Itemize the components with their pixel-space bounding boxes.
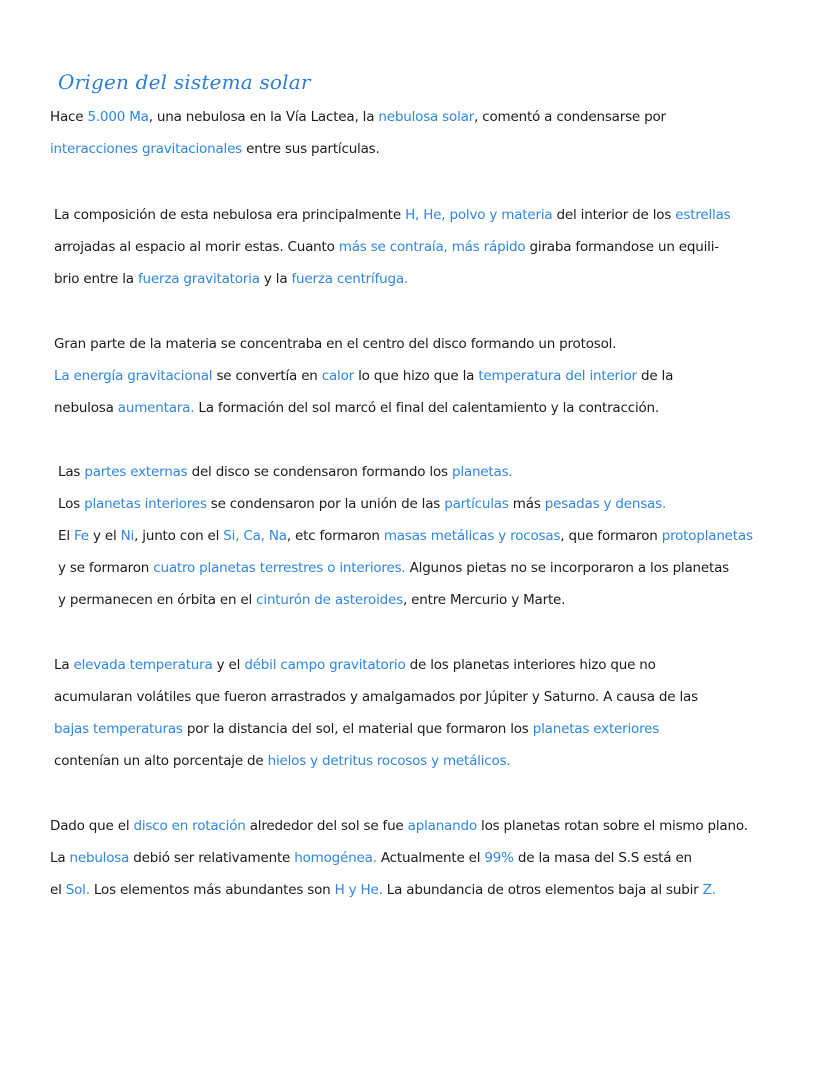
text-line [58, 590, 565, 610]
highlighted-term: H y He. [334, 882, 383, 898]
text-segment: y se formaron [58, 560, 154, 576]
text-line [54, 719, 659, 739]
text-line [54, 366, 673, 386]
text-segment: La [50, 850, 70, 866]
text-segment: Las [58, 464, 85, 480]
text-line [54, 751, 511, 771]
text-line [54, 205, 731, 225]
highlighted-term: nebulosa solar [378, 109, 475, 125]
text-segment: Actualmente el [376, 850, 485, 866]
text-line [50, 848, 692, 868]
highlighted-term: 99% [484, 850, 514, 866]
text-line [58, 558, 729, 578]
highlighted-term: cinturón de asteroides [256, 592, 403, 608]
text-segment: arrojadas al espacio al morir estas. Cuanto [54, 239, 339, 255]
text-segment: y el [212, 657, 245, 673]
highlighted-term: fuerza gravitatoria [137, 271, 260, 287]
text-line [50, 880, 716, 900]
highlighted-term: partículas [444, 496, 509, 512]
page-title: Origen del sistema solar [58, 70, 311, 94]
text-segment: debió ser relativamente [129, 850, 295, 866]
highlighted-term: planetas. [451, 464, 513, 480]
text-segment: de la [636, 368, 674, 384]
text-segment: se condensaron por la unión de las [206, 496, 445, 512]
highlighted-term: planetas exteriores [532, 721, 660, 737]
text-segment: , comentó a condensarse por [474, 109, 666, 125]
highlighted-term: Z. [702, 882, 716, 898]
text-segment: y la [259, 271, 292, 287]
highlighted-term: protoplanetas [661, 528, 753, 544]
text-segment: , que formaron [560, 528, 662, 544]
text-line [58, 494, 666, 514]
highlighted-term: aumentara. [117, 400, 195, 416]
highlighted-term: La energía gravitacional [54, 368, 213, 384]
highlighted-term: fuerza centrífuga. [291, 271, 409, 287]
highlighted-term: Sol. [65, 882, 90, 898]
text-segment: los planetas rotan sobre el mismo plano. [476, 818, 748, 834]
text-segment: el [50, 882, 66, 898]
highlighted-term: 5.000 Ma [87, 109, 149, 125]
text-segment: de la masa del S.S está en [513, 850, 692, 866]
text-segment: contenían un alto porcentaje de [54, 753, 268, 769]
text-segment: lo que hizo que la [354, 368, 479, 384]
highlighted-term: más se contraía, más rápido [338, 239, 526, 255]
text-segment: , junto con el [134, 528, 224, 544]
highlighted-term: nebulosa [69, 850, 130, 866]
highlighted-term: Fe [73, 528, 89, 544]
text-line [58, 526, 753, 546]
highlighted-term: débil campo gravitatorio [244, 657, 406, 673]
text-line [54, 269, 408, 289]
text-segment: y el [88, 528, 121, 544]
text-line [50, 107, 666, 127]
text-line [54, 237, 719, 257]
text-line [54, 398, 659, 418]
highlighted-term: bajas temperaturas [54, 721, 183, 737]
text-segment: alrededor del sol se fue [245, 818, 408, 834]
highlighted-term: partes externas [84, 464, 188, 480]
text-segment: La abundancia de otros elementos baja al subir [382, 882, 703, 898]
text-segment: se convertía en [212, 368, 322, 384]
highlighted-term: hielos y detritus rocosos y metálicos. [267, 753, 511, 769]
highlighted-term: cuatro planetas terrestres o interiores. [153, 560, 406, 576]
text-segment: más [508, 496, 545, 512]
highlighted-term: H, He, polvo y materia [405, 207, 553, 223]
highlighted-term: aplanando [407, 818, 477, 834]
text-line [54, 655, 656, 675]
text-segment: , etc formaron [286, 528, 384, 544]
text-segment: de los planetas interiores hizo que no [405, 657, 656, 673]
highlighted-term: elevada temperatura [73, 657, 213, 673]
highlighted-term: masas metálicas y rocosas [383, 528, 561, 544]
text-segment: Los elementos más abundantes son [89, 882, 335, 898]
text-segment: acumularan volátiles que fueron arrastrados y amalgamados por Júpiter y Saturno. A causa de las [54, 689, 698, 705]
highlighted-term: homogénea. [294, 850, 377, 866]
text-segment: nebulosa [54, 400, 118, 416]
text-segment: del interior de los [552, 207, 676, 223]
text-segment: Dado que el [50, 818, 134, 834]
highlighted-term: disco en rotación [133, 818, 246, 834]
text-segment: El [58, 528, 74, 544]
highlighted-term: calor [321, 368, 355, 384]
text-segment: Gran parte de la materia se concentraba en el centro del disco formando un protosol. [54, 336, 617, 352]
text-segment: giraba formandose un equili- [525, 239, 719, 255]
text-line [50, 139, 380, 159]
highlighted-term: pesadas y densas. [544, 496, 667, 512]
highlighted-term: Si, Ca, Na [223, 528, 287, 544]
text-segment: entre sus partículas. [242, 141, 380, 157]
text-segment: La formación del sol marcó el final del calentamiento y la contracción. [194, 400, 660, 416]
text-segment: Los [58, 496, 85, 512]
highlighted-term: Ni [120, 528, 135, 544]
highlighted-term: planetas interiores [84, 496, 207, 512]
text-segment: , entre Mercurio y Marte. [402, 592, 566, 608]
text-segment: Hace [50, 109, 88, 125]
text-line [58, 462, 513, 482]
highlighted-term: estrellas [675, 207, 731, 223]
text-line [54, 334, 616, 354]
text-segment: La [54, 657, 74, 673]
text-segment: , una nebulosa en la Vía Lactea, la [148, 109, 379, 125]
text-segment: por la distancia del sol, el material que formaron los [182, 721, 533, 737]
highlighted-term: temperatura del interior [478, 368, 637, 384]
text-line [50, 816, 748, 836]
highlighted-term: interacciones gravitacionales [50, 141, 243, 157]
text-segment: La composición de esta nebulosa era principalmente [54, 207, 406, 223]
text-segment: del disco se condensaron formando los [187, 464, 452, 480]
text-segment: y permanecen en órbita en el [58, 592, 257, 608]
text-segment: Algunos pietas no se incorporaron a los planetas [405, 560, 730, 576]
text-segment: brio entre la [54, 271, 138, 287]
text-line [54, 687, 698, 707]
